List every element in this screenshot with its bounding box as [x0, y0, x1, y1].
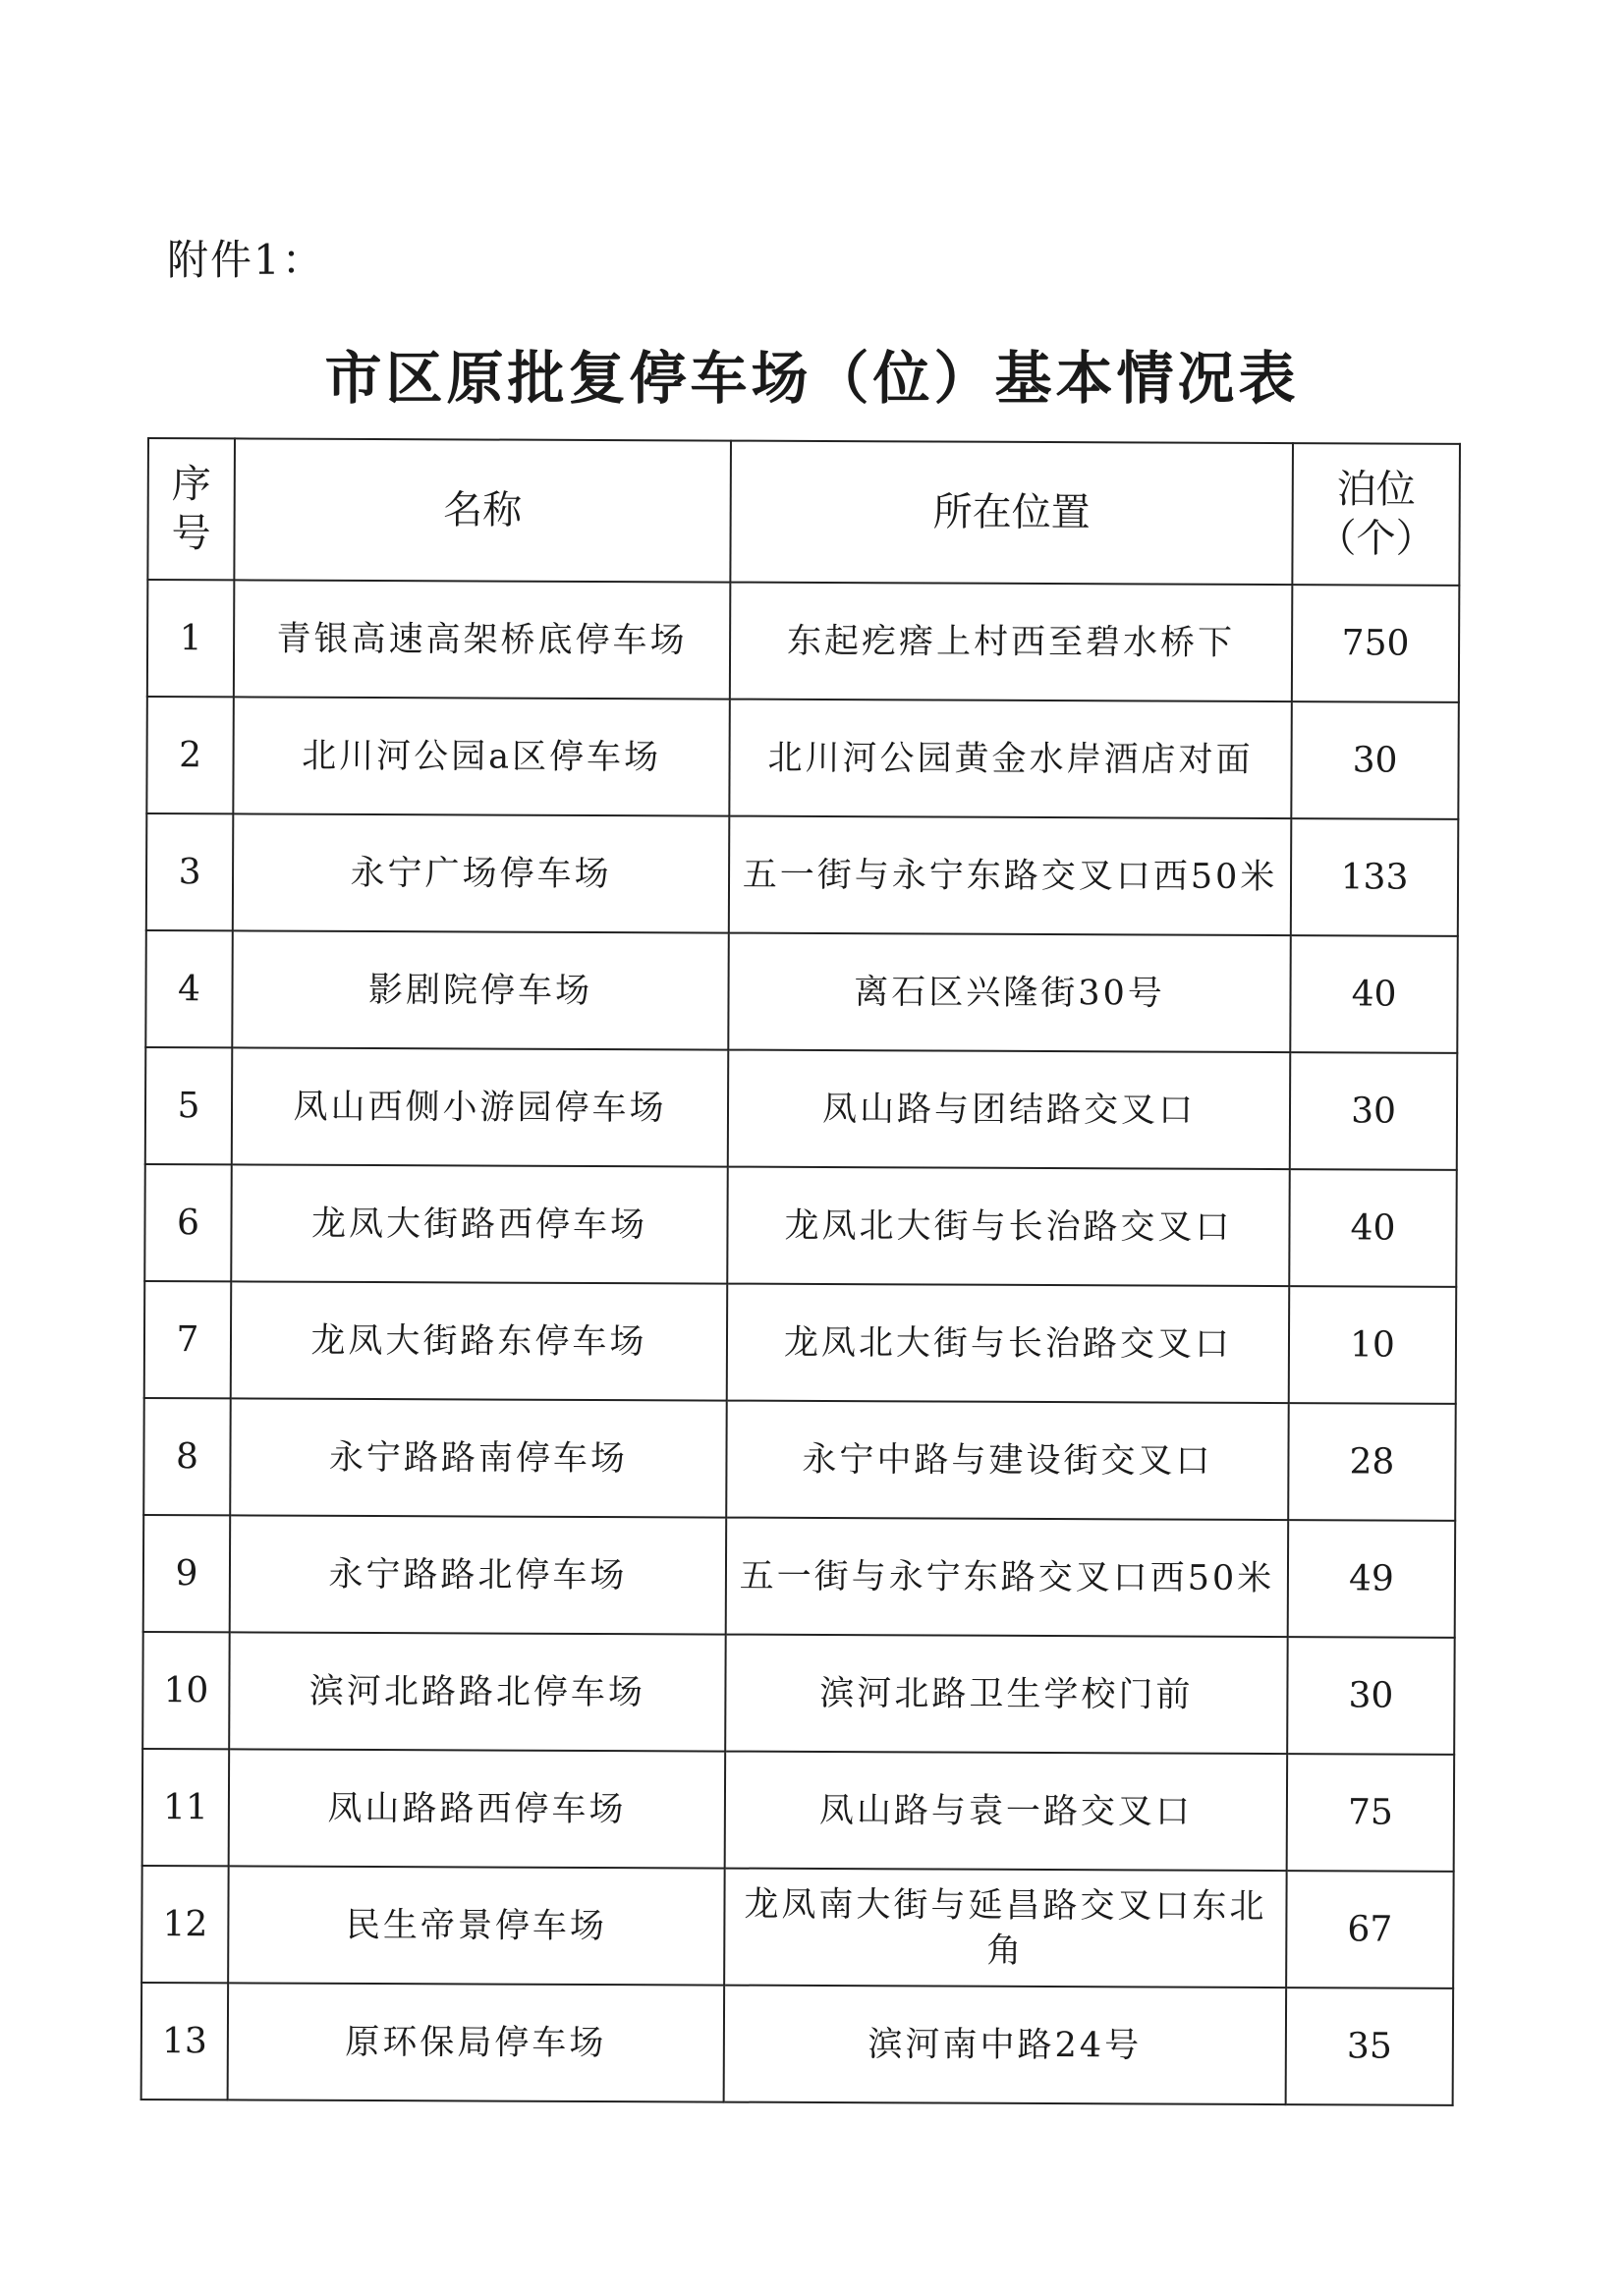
row-count: 750 — [1292, 585, 1460, 702]
row-name: 原环保局停车场 — [228, 1983, 725, 2101]
header-count — [1292, 443, 1460, 586]
row-name: 永宁路路北停车场 — [230, 1515, 727, 1634]
header-name: 名称 — [234, 438, 731, 582]
row-location: 北川河公园黄金水岸酒店对面 — [729, 700, 1292, 818]
row-count: 30 — [1291, 701, 1459, 819]
row-index: 11 — [142, 1749, 230, 1866]
row-index: 12 — [141, 1866, 229, 1983]
row-count: 40 — [1290, 935, 1458, 1053]
row-count: 30 — [1290, 1052, 1458, 1170]
row-count: 49 — [1288, 1520, 1456, 1638]
row-index: 7 — [144, 1281, 232, 1398]
table-row — [142, 1632, 1455, 1755]
row-location: 永宁中路与建设街交叉口 — [726, 1401, 1289, 1520]
row-index: 4 — [145, 930, 233, 1047]
table-row — [146, 813, 1459, 936]
row-name: 龙凤大街路东停车场 — [231, 1281, 728, 1400]
table-header-row — [147, 438, 1460, 586]
row-location: 滨河北路卫生学校门前 — [725, 1635, 1288, 1754]
header-count-line1: 泊位 — [1336, 467, 1416, 513]
row-location: 凤山路与团结路交叉口 — [728, 1050, 1291, 1169]
row-name: 滨河北路路北停车场 — [229, 1632, 726, 1751]
row-location: 五一街与永宁东路交叉口西50米 — [726, 1518, 1289, 1637]
row-location: 龙凤南大街与延昌路交叉口东北角 — [724, 1869, 1287, 1988]
row-count: 133 — [1291, 818, 1459, 936]
row-location: 滨河南中路24号 — [724, 1986, 1287, 2104]
row-location: 五一街与永宁东路交叉口西50米 — [729, 816, 1292, 935]
row-count: 35 — [1286, 1988, 1454, 2105]
row-index: 1 — [147, 580, 235, 697]
table-row — [141, 1983, 1454, 2105]
row-index: 13 — [141, 1983, 229, 2100]
row-index: 8 — [143, 1398, 231, 1515]
table-row — [142, 1749, 1455, 1872]
table-row — [145, 930, 1458, 1053]
document-title: 市区原批复停车场（位）基本情况表 — [324, 345, 1300, 412]
row-count: 28 — [1288, 1403, 1456, 1521]
row-name: 永宁路路南停车场 — [230, 1398, 727, 1517]
row-index: 9 — [143, 1515, 231, 1632]
row-location: 龙凤北大街与长治路交叉口 — [727, 1284, 1290, 1403]
row-name: 青银高速高架桥底停车场 — [234, 580, 731, 699]
row-location: 东起疙瘩上村西至碧水桥下 — [730, 583, 1293, 701]
row-count: 30 — [1287, 1637, 1455, 1755]
row-name: 北川河公园a区停车场 — [233, 697, 730, 815]
table-row — [144, 1164, 1457, 1287]
row-name: 龙凤大街路西停车场 — [231, 1164, 728, 1283]
table-row — [143, 1515, 1456, 1638]
row-name: 永宁广场停车场 — [233, 813, 730, 932]
row-count: 10 — [1289, 1286, 1457, 1404]
table-row — [143, 1398, 1456, 1521]
annex-label: 附件1： — [167, 236, 325, 284]
row-name: 影剧院停车场 — [232, 930, 729, 1049]
row-location: 离石区兴隆街30号 — [728, 933, 1291, 1052]
table-row — [145, 1047, 1458, 1170]
row-index: 6 — [144, 1164, 232, 1281]
row-count: 75 — [1287, 1754, 1455, 1872]
row-location: 龙凤北大街与长治路交叉口 — [727, 1167, 1290, 1286]
row-name: 凤山西侧小游园停车场 — [232, 1047, 729, 1166]
row-count: 67 — [1286, 1871, 1454, 1988]
table-row — [147, 580, 1460, 702]
row-count: 40 — [1289, 1169, 1457, 1287]
parking-table — [140, 437, 1461, 2106]
row-index: 3 — [146, 813, 234, 930]
table-row — [141, 1866, 1454, 1988]
header-location: 所在位置 — [730, 441, 1293, 585]
row-index: 5 — [145, 1047, 233, 1164]
header-count-line2: （个） — [1316, 516, 1435, 562]
header-index: 序号 — [147, 438, 235, 580]
row-index: 10 — [142, 1632, 230, 1749]
row-index: 2 — [146, 697, 234, 813]
row-name: 凤山路路西停车场 — [229, 1749, 726, 1868]
table-row — [144, 1281, 1457, 1404]
table-row — [146, 697, 1459, 819]
row-name: 民生帝景停车场 — [228, 1866, 725, 1985]
row-location: 凤山路与袁一路交叉口 — [725, 1752, 1288, 1871]
